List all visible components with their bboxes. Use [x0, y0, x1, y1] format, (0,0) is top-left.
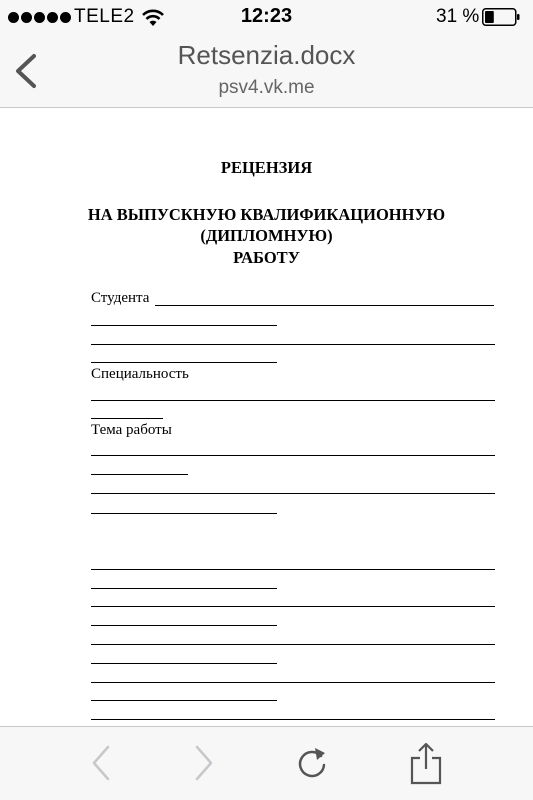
back-page-button[interactable] — [79, 741, 123, 785]
fill-line — [91, 362, 277, 363]
label-student: Студента — [91, 290, 150, 306]
fill-line — [91, 663, 277, 664]
fill-line — [91, 719, 495, 720]
fill-line — [91, 513, 277, 514]
forward-page-button[interactable] — [182, 741, 226, 785]
status-bar — [0, 0, 533, 36]
back-button[interactable] — [8, 50, 42, 92]
fill-line — [91, 625, 277, 626]
fill-line — [91, 474, 188, 475]
document-title: Retsenzia.docx — [177, 40, 356, 70]
reload-button[interactable] — [290, 741, 334, 785]
label-specialty: Специальность — [91, 366, 189, 382]
share-icon — [404, 741, 448, 785]
doc-subtitle-line-3: РАБОТУ — [233, 248, 300, 267]
reload-icon — [290, 741, 334, 785]
fill-line — [91, 606, 495, 607]
chevron-left-icon — [8, 50, 42, 92]
fill-line — [91, 344, 495, 345]
chevron-right-icon — [182, 741, 226, 785]
document-view[interactable] — [0, 108, 533, 726]
fill-line — [91, 400, 495, 401]
doc-subtitle-line-1: НА ВЫПУСКНУЮ КВАЛИФИКАЦИОННУЮ — [87, 205, 446, 224]
bottom-toolbar — [0, 726, 533, 800]
battery-icon — [482, 8, 520, 26]
doc-title: РЕЦЕНЗИЯ — [220, 158, 313, 177]
fill-line — [91, 569, 495, 570]
carrier-name: TELE2 — [74, 6, 135, 27]
status-time: 12:23 — [240, 5, 293, 27]
fill-line — [91, 588, 277, 589]
fill-line — [91, 493, 495, 494]
fill-line — [91, 325, 277, 326]
chevron-left-icon — [79, 741, 123, 785]
share-button[interactable] — [404, 741, 448, 785]
fill-line — [91, 455, 495, 456]
navigation-header — [0, 36, 533, 108]
fill-line — [91, 682, 495, 683]
doc-subtitle-line-2: (ДИПЛОМНУЮ) — [200, 226, 333, 245]
fill-line — [91, 418, 163, 419]
document-source: psv4.vk.me — [218, 77, 315, 98]
battery-percentage: 31 % — [436, 6, 480, 27]
fill-line — [91, 644, 495, 645]
label-topic: Тема работы — [91, 422, 172, 438]
fill-line — [91, 700, 277, 701]
fill-line — [155, 305, 494, 306]
